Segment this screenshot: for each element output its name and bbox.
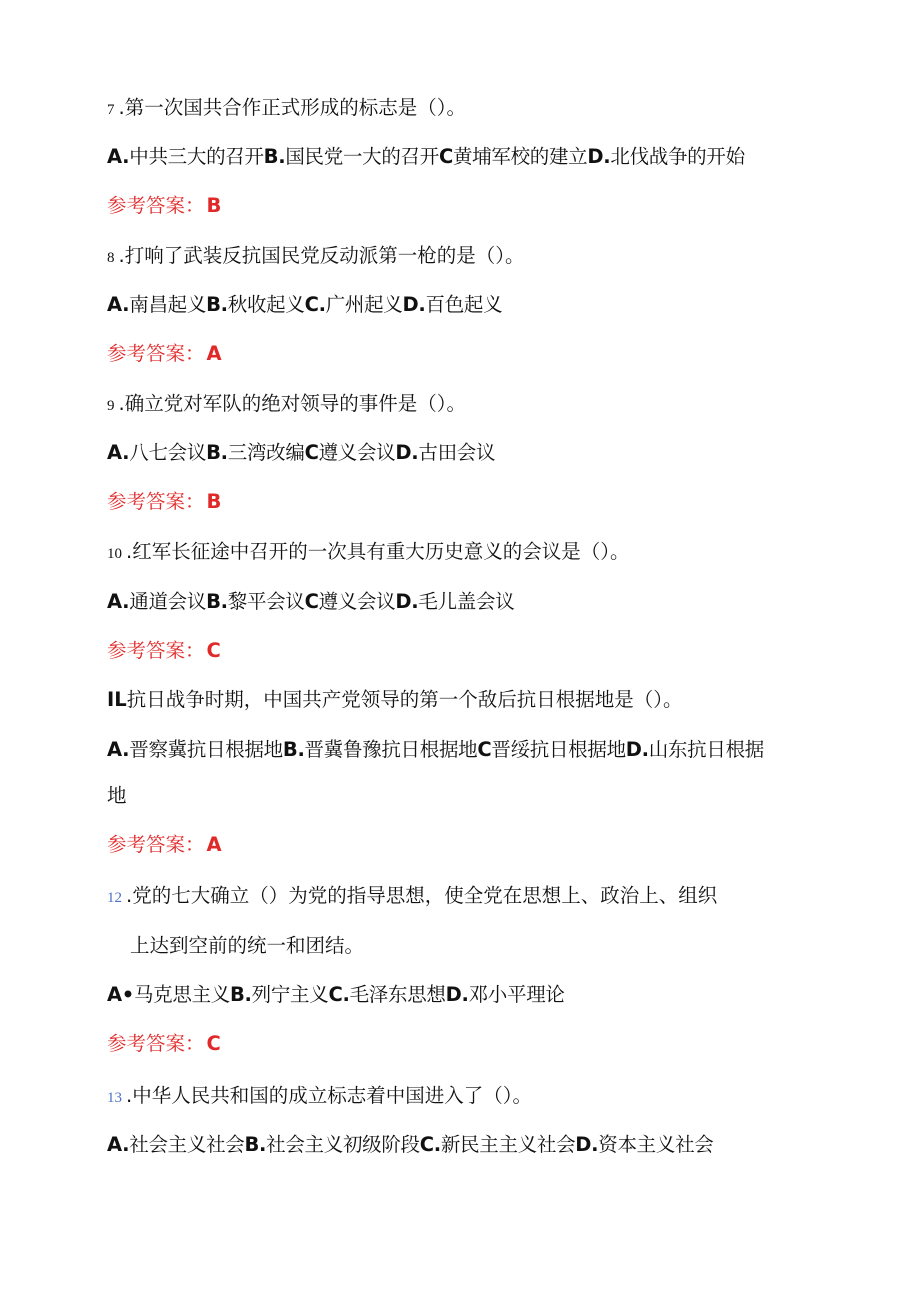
question-12-options: A•马克思主义B.列宁主义C.毛泽东思想D.邓小平理论 (107, 983, 565, 1006)
question-text: 抗日战争时期，中国共产党领导的第一个敌后抗日根据地是（）。 (126, 688, 683, 711)
question-text: .党的七大确立（）为党的指导思想，使全党在思想上、政治上、组织 (126, 884, 718, 907)
answer-label: 参考答案： (107, 490, 205, 513)
question-7-answer (107, 190, 880, 222)
question-10-stem (107, 536, 880, 568)
question-text: .红军长征途中召开的一次具有重大历史意义的会议是（）。 (126, 540, 630, 563)
question-number: 7 (107, 102, 115, 118)
question-11-options: A.晋察冀抗日根据地B.晋冀鲁豫抗日根据地C晋绥抗日根据地D.山东抗日根据 (107, 738, 764, 761)
question-text: .打响了武装反抗国民党反动派第一枪的是（）。 (118, 244, 525, 267)
answer-label: 参考答案： (107, 1032, 205, 1055)
question-number: IL (107, 688, 127, 711)
question-8-answer (107, 338, 880, 370)
question-number: 9 (107, 398, 115, 414)
answer-value: C (206, 1032, 221, 1055)
answer-label: 参考答案： (107, 342, 205, 365)
question-number: 10 (107, 546, 122, 562)
answer-label: 参考答案： (107, 833, 205, 856)
question-11-stem (107, 684, 880, 716)
question-12-stem-continued: 上达到空前的统一和团结。 (130, 934, 365, 957)
answer-value: B (206, 194, 222, 217)
question-9-options: A.八七会议B.三湾改编C遵义会议D.古田会议 (107, 441, 496, 464)
question-8-options: A.南昌起义B.秋收起义C.广州起义D.百色起义 (107, 293, 503, 316)
question-7-stem (107, 92, 880, 124)
answer-value: A (206, 833, 222, 856)
question-11-answer (107, 829, 880, 861)
answer-label: 参考答案： (107, 194, 205, 217)
question-12-stem (107, 880, 880, 912)
question-number: 12 (107, 890, 122, 906)
answer-value: A (206, 342, 222, 365)
question-11-options-continued: 地 (107, 784, 127, 807)
question-number: 13 (107, 1090, 122, 1106)
question-10-answer (107, 635, 880, 667)
question-13-stem (107, 1080, 880, 1112)
question-9-stem (107, 388, 880, 420)
question-number: 8 (107, 250, 115, 266)
question-7-options: A.中共三大的召开B.国民党一大的召开C黄埔军校的建立D.北伐战争的开始 (107, 145, 745, 168)
question-text: .第一次国共合作正式形成的标志是（）。 (118, 96, 466, 119)
answer-value: B (206, 490, 222, 513)
question-13-options: A.社会主义社会B.社会主义初级阶段C.新民主主义社会D.资本主义社会 (107, 1133, 714, 1156)
question-10-options: A.通道会议B.黎平会议C遵义会议D.毛儿盖会议 (107, 590, 515, 613)
question-text: .确立党对军队的绝对领导的事件是（）。 (118, 392, 466, 415)
question-12-answer (107, 1028, 880, 1060)
answer-value: C (206, 639, 221, 662)
question-text: .中华人民共和国的成立标志着中国进入了（）。 (126, 1084, 532, 1107)
answer-label: 参考答案： (107, 639, 205, 662)
question-9-answer (107, 486, 880, 518)
question-8-stem (107, 240, 880, 272)
